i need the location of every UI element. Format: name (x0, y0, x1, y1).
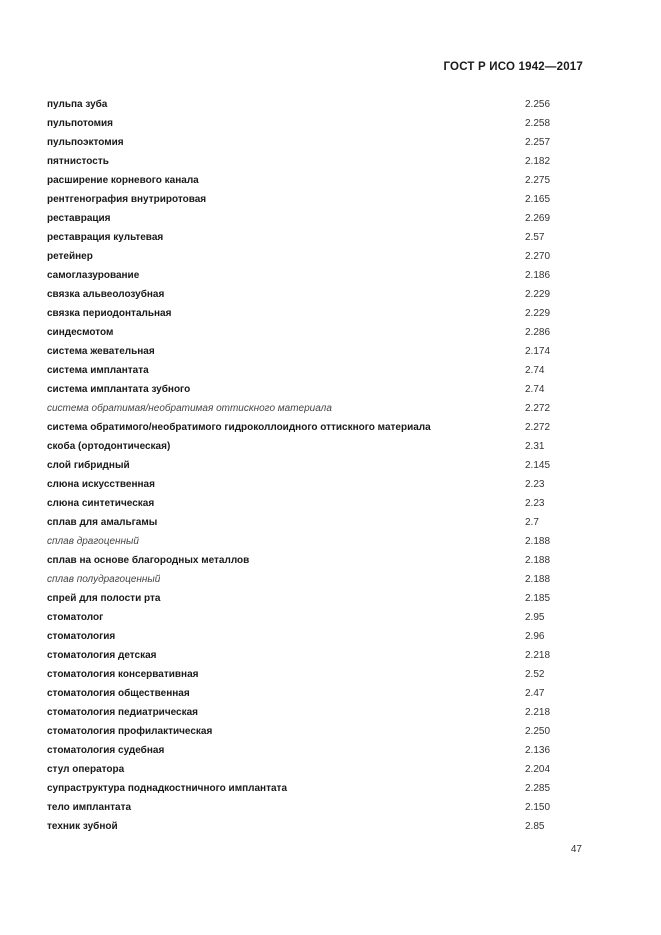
index-reference: 2.250 (525, 726, 551, 737)
index-reference: 2.85 (525, 821, 545, 832)
index-reference: 2.258 (525, 118, 551, 129)
index-term: стоматология профилактическая (47, 726, 213, 737)
index-entry (47, 494, 587, 513)
index-entry (47, 380, 587, 399)
index-reference: 2.182 (525, 156, 551, 167)
index-term: слюна синтетическая (47, 498, 155, 509)
index-reference: 2.57 (525, 232, 545, 243)
index-entry (47, 266, 587, 285)
index-reference: 2.286 (525, 327, 551, 338)
index-entry (47, 513, 587, 532)
index-term: самоглазурование (47, 270, 140, 281)
index-reference: 2.150 (525, 802, 551, 813)
index-reference: 2.74 (525, 365, 545, 376)
index-entry (47, 171, 587, 190)
index-reference: 2.23 (525, 479, 545, 490)
index-entry (47, 570, 587, 589)
index-reference: 2.136 (525, 745, 551, 756)
index-term: пятнистость (47, 156, 109, 167)
index-entry (47, 665, 587, 684)
index-reference: 2.74 (525, 384, 545, 395)
index-term: система обратимая/необратимая оттискного материала (47, 403, 332, 414)
index-reference: 2.188 (525, 574, 551, 585)
index-term: сплав полудрагоценный (47, 574, 161, 585)
index-entry (47, 247, 587, 266)
index-entry (47, 532, 587, 551)
index-reference: 2.31 (525, 441, 545, 452)
index-entry (47, 190, 587, 209)
index-term: стоматолог (47, 612, 104, 623)
index-reference: 2.229 (525, 289, 551, 300)
index-entry (47, 399, 587, 418)
index-term: стул оператора (47, 764, 125, 775)
index-term: ретейнер (47, 251, 93, 262)
index-term: спрей для полости рта (47, 593, 161, 604)
index-term: пульпотомия (47, 118, 113, 129)
index-entry (47, 95, 587, 114)
index-entry (47, 646, 587, 665)
index-reference: 2.95 (525, 612, 545, 623)
index-entry (47, 133, 587, 152)
index-entry (47, 779, 587, 798)
index-entry (47, 209, 587, 228)
page-number: 47 (570, 844, 582, 855)
index-entry (47, 114, 587, 133)
index-entry (47, 342, 587, 361)
index-entry (47, 418, 587, 437)
index-reference: 2.275 (525, 175, 551, 186)
index-reference: 2.165 (525, 194, 551, 205)
index-entry (47, 703, 587, 722)
index-term: система обратимого/необратимого гидроколлоидного оттискного материала (47, 422, 431, 433)
index-entry (47, 817, 587, 836)
index-entry (47, 798, 587, 817)
index-term: стоматология судебная (47, 745, 165, 756)
index-term: система жевательная (47, 346, 155, 357)
index-entry (47, 323, 587, 342)
index-term: тело имплантата (47, 802, 132, 813)
index-entry (47, 589, 587, 608)
index-term: слой гибридный (47, 460, 130, 471)
index-term: система имплантата зубного (47, 384, 191, 395)
index-entry (47, 285, 587, 304)
index-term: пульпа зуба (47, 99, 108, 110)
index-term: рентгенография внутриротовая (47, 194, 207, 205)
index-entry (47, 152, 587, 171)
index-reference: 2.188 (525, 555, 551, 566)
index-reference: 2.257 (525, 137, 551, 148)
index-entry (47, 608, 587, 627)
index-entry (47, 437, 587, 456)
index-term: связка периодонтальная (47, 308, 172, 319)
index-term: слюна искусственная (47, 479, 155, 490)
index-term: связка альвеолозубная (47, 289, 165, 300)
index-term: система имплантата (47, 365, 149, 376)
index-reference: 2.174 (525, 346, 551, 357)
index-term: стоматология (47, 631, 116, 642)
index-entry (47, 361, 587, 380)
alphabetical-index (47, 95, 587, 836)
index-reference: 2.52 (525, 669, 545, 680)
index-entry (47, 722, 587, 741)
index-entry (47, 760, 587, 779)
index-reference: 2.256 (525, 99, 551, 110)
index-term: пульпоэктомия (47, 137, 124, 148)
index-reference: 2.272 (525, 422, 551, 433)
index-term: техник зубной (47, 821, 118, 832)
index-term: сплав на основе благородных металлов (47, 555, 250, 566)
index-term: супраструктура поднадкостничного имплантата (47, 783, 287, 794)
index-reference: 2.269 (525, 213, 551, 224)
index-reference: 2.96 (525, 631, 545, 642)
index-term: реставрация (47, 213, 111, 224)
index-reference: 2.270 (525, 251, 551, 262)
index-entry (47, 741, 587, 760)
index-reference: 2.218 (525, 650, 551, 661)
index-reference: 2.47 (525, 688, 545, 699)
index-entry (47, 228, 587, 247)
index-term: стоматология консервативная (47, 669, 199, 680)
index-reference: 2.7 (525, 517, 539, 528)
index-term: сплав для амальгамы (47, 517, 158, 528)
index-entry (47, 551, 587, 570)
index-reference: 2.285 (525, 783, 551, 794)
index-reference: 2.23 (525, 498, 545, 509)
index-term: сплав драгоценный (47, 536, 139, 547)
index-term: синдесмотом (47, 327, 114, 338)
index-entry (47, 456, 587, 475)
index-entry (47, 475, 587, 494)
document-header: ГОСТ Р ИСО 1942—2017 (443, 61, 583, 73)
index-reference: 2.185 (525, 593, 551, 604)
index-term: стоматология общественная (47, 688, 190, 699)
index-entry (47, 304, 587, 323)
index-term: стоматология детская (47, 650, 157, 661)
index-reference: 2.272 (525, 403, 551, 414)
index-term: реставрация культевая (47, 232, 164, 243)
index-reference: 2.188 (525, 536, 551, 547)
index-reference: 2.229 (525, 308, 551, 319)
index-reference: 2.186 (525, 270, 551, 281)
index-entry (47, 684, 587, 703)
index-reference: 2.204 (525, 764, 551, 775)
index-reference: 2.218 (525, 707, 551, 718)
index-term: скоба (ортодонтическая) (47, 441, 171, 452)
index-entry (47, 627, 587, 646)
index-reference: 2.145 (525, 460, 551, 471)
index-term: расширение корневого канала (47, 175, 199, 186)
index-term: стоматология педиатрическая (47, 707, 199, 718)
